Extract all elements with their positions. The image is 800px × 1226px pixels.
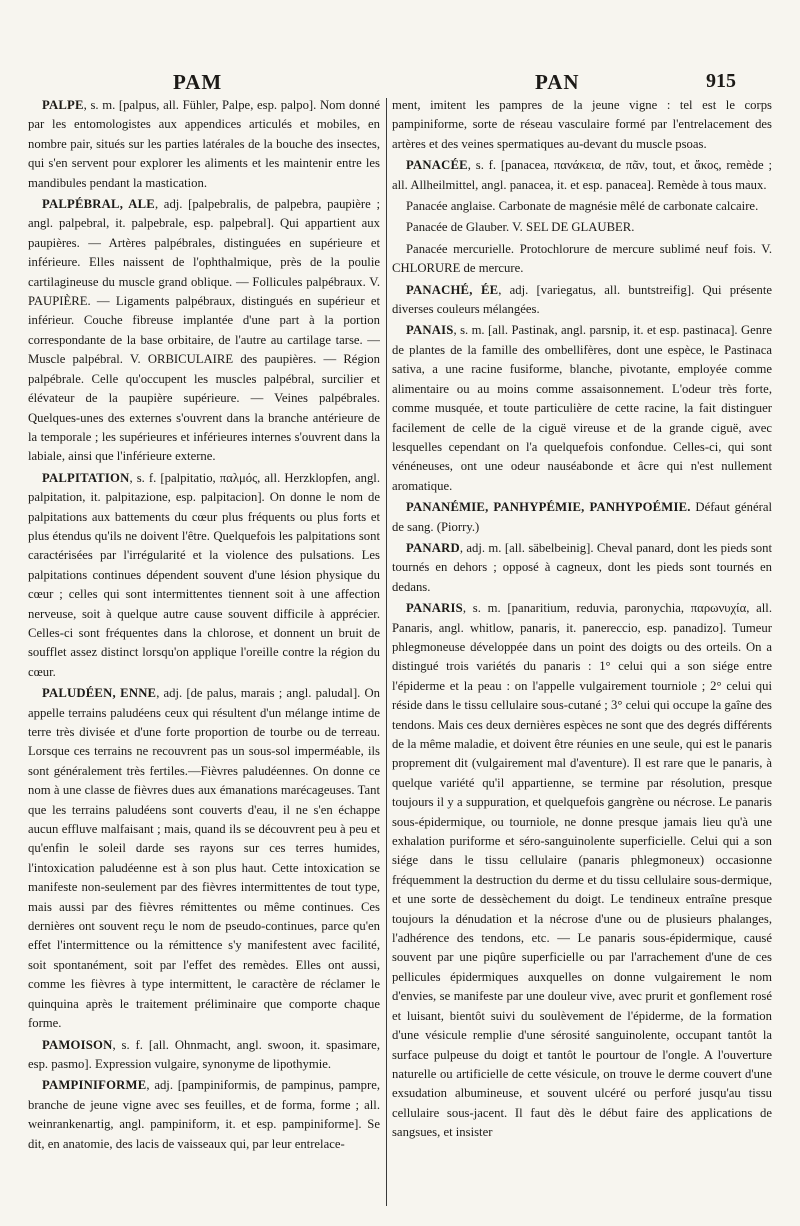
entry-text: , s. m. [palpus, all. Fühler, Palpe, esp. palpo]. Nom donné par les entomologistes aux appendices articulés et mobiles, en nombre pair, situés sur les parties latérales de la bouche des insectes, qui s'en servent pour explorer les aliments et les maintenir entre les mandibules pendant la mastication. <box>28 98 380 190</box>
entry-text: , adj. [de palus, marais ; angl. paludal]. On appelle terrains paludéens ceux qui résultent d'un mélange intime de terre très divisée et d'une forte proportion de tourbe ou de terreau. Lorsque ces terrains ne recouvrent pas un sous-sol imperméable, ils sont généralement très fertiles.—Fièvres paludéennes. On donne ce nom à une classe de fièvres dues aux émanations marécageuses. Tant que les terrains paludéens sont couverts d'eau, il ne s'en échappe aucun effluve malfaisant ; mais, quand ils se découvrent peu à peu et qu'enfin le soleil darde ses rayons sur ces terres humides, l'intoxication paludéenne est à son plus haut. Cette intoxication se manifeste non-seulement par des fièvres intermittentes de tout type, mais aussi par des fièvres rémittentes ou même continues. Ces dernières ont souvent reçu le nom de pseudo-continues, parce qu'en effet l'intermittence ou la rémittence s'y manifestent avec facilité, soit spontanément, soit par l'effet des remèdes. Elles ont aussi, comme les fièvres à type intermittent, le caractère de réclamer le quinquina après le traitement préliminaire que comporte chaque forme. <box>28 686 380 1031</box>
entry-text: , adj. [palpebralis, de palpebra, paupière ; angl. palpebral, it. palpebrale, esp. palpebral]. Qui appartient aux paupières. — Artères palpébrales, distinguées en supérieure et inférieure. Elles naissent de l'ophthalmique, près de la poulie cartilagineuse du muscle grand oblique. — Follicules palpébraux. V. PAUPIÈRE. — Ligaments palpébraux, distingués en supérieur et inférieur. Couche fibreuse implantée d'une part à la portion correspondante de la base orbitaire, de l'autre au cartilage tarse. — Muscle palpébral. V. ORBICULAIRE des paupières. — Région palpébrale. Celle qu'occupent les muscles palpébral, surcilier et élévateur de la paupière supérieure. — Veines palpébrales. Quelques-unes des externes s'ouvrent dans la branche antérieure de la temporale ; les supérieures et inférieures internes s'ouvrent dans la labiale, ainsi que l'inférieure externe. <box>28 197 380 464</box>
entry-pamoison <box>28 1036 380 1075</box>
entry-headword: PANARIS <box>406 601 463 616</box>
running-head-right: PAN <box>535 70 580 94</box>
entry-pananemie <box>392 498 772 537</box>
entry-text: , s. f. [all. Ohnmacht, angl. swoon, it. spasimare, esp. pasmo]. Expression vulgaire, synonyme de lipothymie. <box>28 1037 380 1071</box>
entry-text: , adj. m. [all. säbelbeinig]. Cheval panard, dont les pieds sont tournés en dehors ; opposé à cagneux, dont les pieds sont tournés en dedans. <box>392 540 772 594</box>
entry-text: , adj. [pampiniformis, de pampinus, pampre, branche de jeune vigne avec ses feuilles, et de forma, forme ; all. weinrankenartig, angl. pampiniform, it. et esp. pampiniforme]. Se dit, en anatomie, des lacis de vaisseaux qui, par leur entrelace- <box>28 1078 380 1151</box>
entry-panaris <box>392 599 772 1142</box>
entry-headword: PALUDÉEN, ENNE <box>42 686 157 701</box>
entry-text: Panacée mercurielle. Protochlorure de mercure sublimé neuf fois. V. CHLORURE de mercure. <box>392 241 772 276</box>
entry-text: Panacée anglaise. Carbonate de magnésie mêlé de carbonate calcaire. <box>406 199 759 214</box>
left-column <box>28 96 380 1156</box>
entry-text: , adj. [variegatus, all. buntstreifig]. Qui présente diverses couleurs mélangées. <box>392 282 772 317</box>
entry-headword: PALPÉBRAL, ALE <box>42 197 155 212</box>
entry-headword: PANAIS <box>406 323 454 338</box>
running-head-left: PAM <box>173 70 223 94</box>
entry-palpebral <box>28 195 380 467</box>
entry-headword: PAMOISON <box>42 1037 113 1052</box>
entry-continuation <box>392 96 772 154</box>
subentry-panacee-mercurielle <box>392 240 772 279</box>
subentry-panacee-anglaise <box>392 197 772 216</box>
entry-headword: PALPITATION <box>42 470 130 485</box>
entry-headword: PANANÉMIE, PANHYPÉMIE, PANHYPOÉMIE. <box>406 500 691 515</box>
entry-text: Défaut général de sang. (Piorry.) <box>392 500 772 534</box>
right-column <box>392 96 772 1145</box>
entry-headword: PANACHÉ, ÉE <box>406 282 499 297</box>
subentry-panacee-glauber <box>392 218 772 237</box>
entry-text: , s. f. [palpitatio, παλμός, all. Herzklopfen, angl. palpitation, it. palpitazione, esp. palpitacion]. On donne le nom de palpitations aux battements du cœur plus fréquents ou plus forts et plus étendus qu'ils ne doivent l'être. Quelquefois les palpitations sont caractérisées par l'irrégularité et la violence des pulsations. Les palpitations continues dépendent souvent d'une lésion physique du cœur ; celles qui sont intermittentes tiennent soit à une affection nerveuse, soit à quelque autre cause souvent difficile à apprécier. Celles-ci sont fréquentes dans la chlorose, et donnent un bruit de soufflet assez distinct lorsqu'on applique l'oreille contre la région du cœur. <box>28 470 380 679</box>
entry-headword: PALPE <box>42 98 84 112</box>
entry-panacee <box>392 156 772 195</box>
entry-headword: PANACÉE <box>406 158 468 173</box>
column-divider <box>386 98 387 1206</box>
entry-pampiniforme <box>28 1076 380 1154</box>
page-number: 915 <box>706 70 736 92</box>
entry-text: , s. f. [panacea, πανάκεια, de πᾶν, tout, et ἄκος, remède ; all. Allheilmittel, angl. panacea, it. et esp. panacea]. Remède à tous maux. <box>392 158 772 192</box>
entry-text: ment, imitent les pampres de la jeune vigne : tel est le corps pampiniforme, sorte de réseau vasculaire formé par l'entrelacement des artères et des veines spermatiques au-devant du muscle psoas. <box>392 98 772 151</box>
entry-paludeen <box>28 684 380 1033</box>
entry-panache <box>392 281 772 320</box>
entry-panais <box>392 321 772 496</box>
entry-palpe <box>28 96 380 193</box>
entry-palpitation <box>28 469 380 682</box>
entry-text: Panacée de Glauber. V. SEL DE GLAUBER. <box>406 220 635 235</box>
entry-panard <box>392 539 772 597</box>
entry-headword: PAMPINIFORME <box>42 1078 147 1093</box>
entry-text: , s. m. [panaritium, reduvia, paronychia, παρωνυχία, all. Panaris, angl. whitlow, panaris, it. panereccio, esp. panadizo]. Tumeur phlegmoneuse développée dans un point des doigts ou des orteils. On a distingué trois variétés du panaris : 1° celui qui a son siége entre l'épiderme et la peau : on l'appelle vulgairement tourniole ; 2° celui qui réside dans le tissu cellulaire sous-cutané ; 3° celui qui occupe la gaîne des tendons. Mais ces deux dernières espèces ne sont que des degrés différents de la même maladie, et doivent être réunies en une seule, qui est le panaris proprement dit (vulgairement mal d'aventure). Il est rare que le panaris, à quelque variété qu'il appartienne, se termine par résolution, presque toujours il y a suppuration, et quelquefois gangrène ou nécrose. Le panaris sous-épidermique, ou tourniole, ne donne presque jamais lieu qu'à une exhalation puriforme et séro-sanguinolente superficielle. Celui qui a son siége dans le tissu cellulaire (panaris phlegmoneux) occasionne fréquemment la destruction du derme et du tissu cellulaire sous-dermique, et une sorte de dessèchement du doigt. Le tendineux entraîne presque toujours la dénudation et la nécrose d'une ou de plusieurs phalanges, l'adhérence des tendons, etc. — Le panaris sous-épidermique, causé souvent par une piqûre superficielle ou par l'arrachement d'une de ces pellicules épidermiques auxquelles on donne vulgairement le nom d'envies, se manifeste par une douleur vive, avec prurit et gonflement rosé et luisant, bientôt suivi du soulèvement de l'épiderme, de la formation d'une vésicule remplie d'une sérosité sanguinolente, occupant tantôt la surface pulpeuse du doigt et tantôt le pourtour de l'ongle. A l'ouverture naturelle ou artificielle de cette vésicule, on trouve le derme couvert d'une exsudation albumineuse, et souvent ulcéré ou perforé jusqu'au tissu cellulaire sous-jacent. Il faut dès le début faire des applications de sangsues, et insister <box>392 601 772 1140</box>
entry-text: , s. m. [all. Pastinak, angl. parsnip, it. et esp. pastinaca]. Genre de plantes de la famille des ombellifères, dont une espèce, le Pastinaca sativa, a une racine fusiforme, blanche, pivotante, employée comme alimentaire ou au moins comme assaisonnement. L'odeur très forte, comme musquée, et toute particulière de cette racine, la fait distinguer facilement de celle de la ciguë vireuse et de la grande ciguë, avec lesquelles cependant on l'a quelquefois confondue. Celles-ci, qui sont vénéneuses, ont une odeur nauséabonde et âcre qui n'est nullement aromatique. <box>392 323 772 493</box>
entry-headword: PANARD <box>406 540 460 555</box>
